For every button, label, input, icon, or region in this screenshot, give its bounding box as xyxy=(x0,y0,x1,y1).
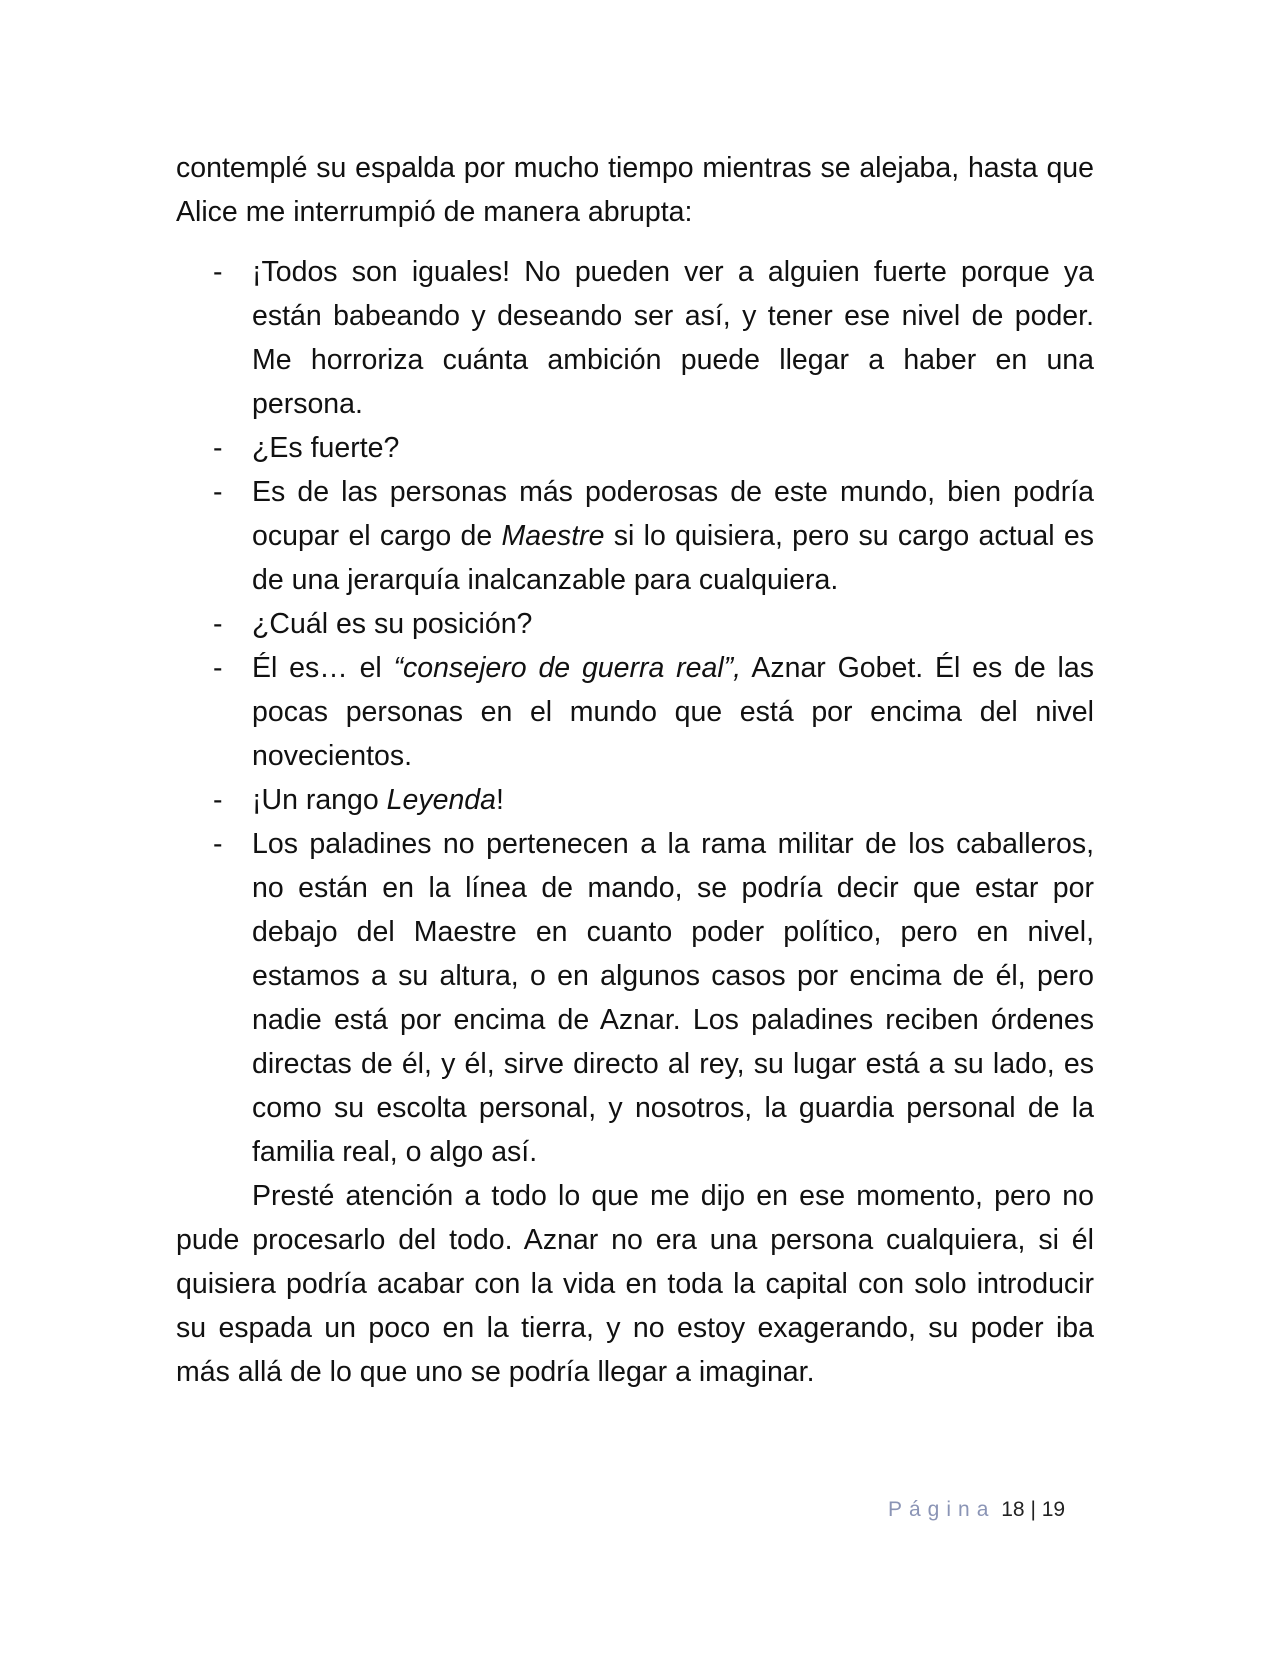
closing-paragraph: Presté atención a todo lo que me dijo en ese momento, pero no pude procesarlo del todo. Aznar no era una persona cualquiera, si él quisiera podría acabar con la vida en toda la capital con solo introducir su espada un poco en la tierra, y no estoy exagerando, su poder iba más allá de lo que uno se podría llegar a imaginar. xyxy=(176,1180,1094,1388)
page-label: Página xyxy=(888,1498,996,1521)
dialogue-line xyxy=(176,426,1094,470)
italic-term: “consejero de guerra real”, xyxy=(393,652,742,684)
page-separator: | xyxy=(1030,1498,1036,1521)
page-total: 19 xyxy=(1041,1498,1066,1521)
intro-paragraph: contemplé su espalda por mucho tiempo mientras se alejaba, hasta que Alice me interrumpió de manera abrupta: xyxy=(176,152,1094,228)
dialogue-line xyxy=(176,470,1094,602)
dialogue-dash: - xyxy=(213,608,223,640)
dialogue-dash: - xyxy=(213,476,223,508)
dialogue-line xyxy=(176,646,1094,778)
dialogue-line xyxy=(176,778,1094,822)
dialogue-line xyxy=(176,250,1094,426)
dialogue-dash: - xyxy=(213,652,223,684)
italic-term: Maestre xyxy=(501,520,605,552)
dialogue-dash: - xyxy=(213,432,223,464)
dialogue-text: ¡Todos son iguales! No pueden ver a alguien fuerte porque ya están babeando y deseando ser así, y tener ese nivel de poder. Me horroriza cuánta ambición puede llegar a haber en una persona. xyxy=(252,256,1094,420)
dialogue-text: ¡Un rango xyxy=(252,784,387,816)
dialogue-text: si lo quisiera, pero su cargo actual es de una jerarquía inalcanzable para cualquiera. xyxy=(252,520,1094,596)
dialogue-text: ! xyxy=(496,784,504,816)
italic-term: Leyenda xyxy=(386,784,497,816)
dialogue-dash: - xyxy=(213,256,223,288)
dialogue-line xyxy=(176,602,1094,646)
dialogue-line xyxy=(176,822,1094,1174)
dialogue-dash: - xyxy=(213,784,223,816)
page-body xyxy=(176,146,1094,1394)
dialogue-text: ¿Es fuerte? xyxy=(252,432,400,464)
dialogue-text: Aznar Gobet. Él es de las pocas personas en el mundo que está por encima del nivel novecientos. xyxy=(252,652,1094,772)
dialogue-text: ¿Cuál es su posición? xyxy=(252,608,533,640)
dialogue-text: Él es… el xyxy=(252,652,394,684)
dialogue-dash: - xyxy=(213,828,223,860)
dialogue-list xyxy=(176,250,1094,1174)
dialogue-text: Los paladines no pertenecen a la rama militar de los caballeros, no están en la línea de mando, se podría decir que estar por debajo del Maestre en cuanto poder político, pero en nivel, estamos a su altura, o en algunos casos por encima de él, pero nadie está por encima de Aznar. Los paladines reciben órdenes directas de él, y él, sirve directo al rey, su lugar está a su lado, es como su escolta personal, y nosotros, la guardia personal de la familia real, o algo así. xyxy=(252,828,1094,1168)
dialogue-text: Es de las personas más poderosas de este mundo, bien podría ocupar el cargo de xyxy=(252,476,1094,552)
page-number: 18 xyxy=(1001,1498,1025,1521)
page-footer xyxy=(888,1496,1065,1524)
